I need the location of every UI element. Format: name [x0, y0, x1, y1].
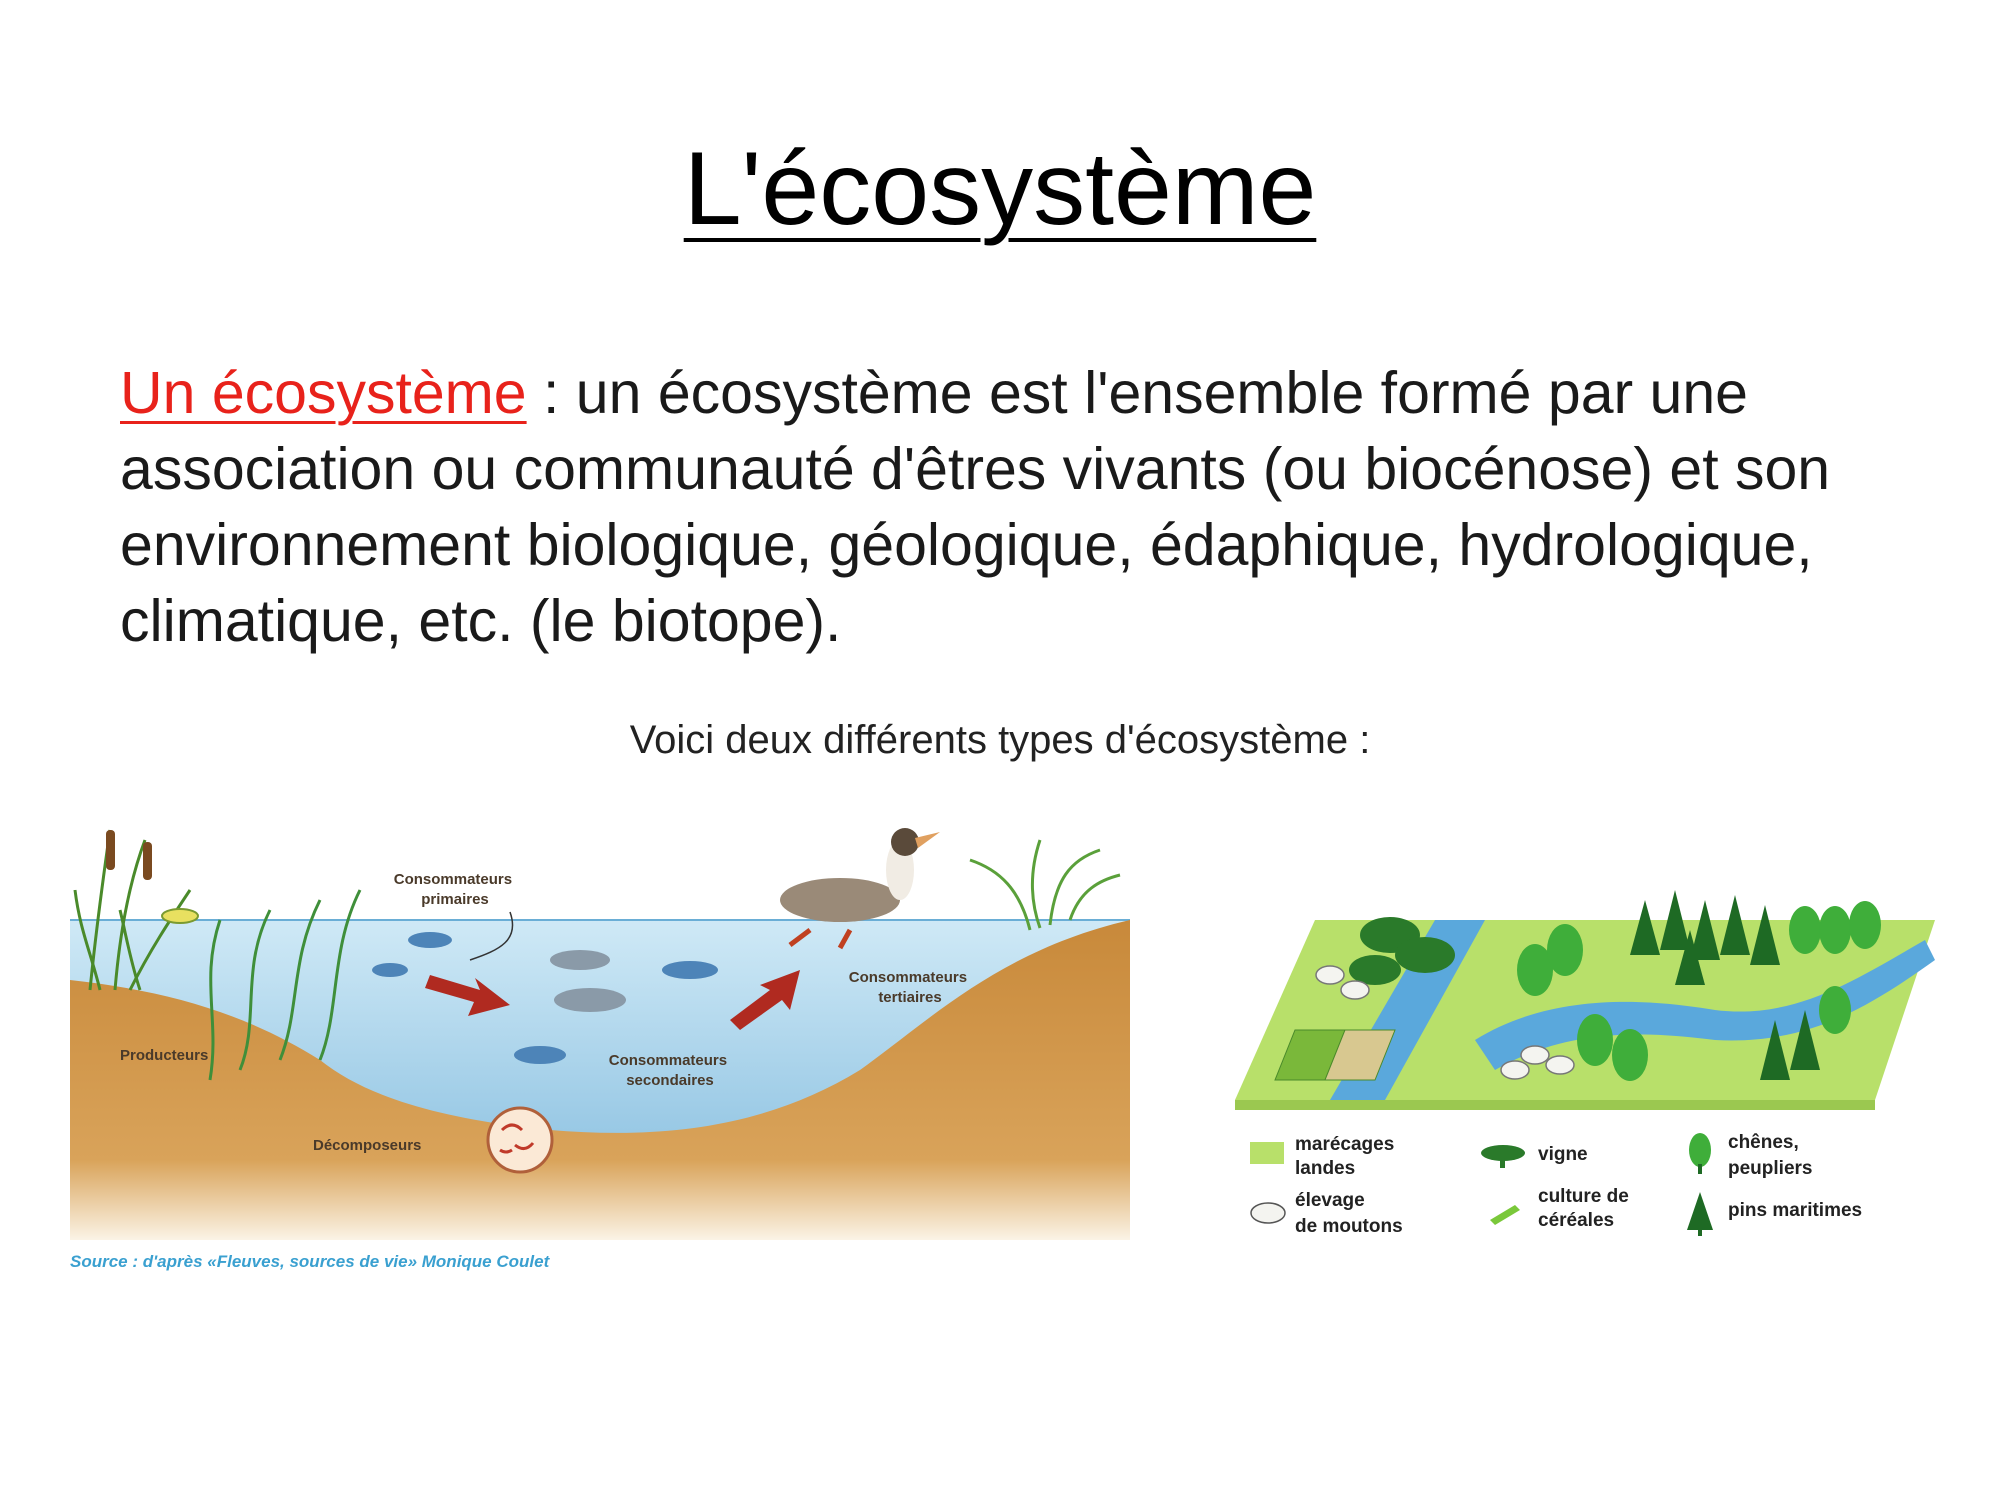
legend-cereal-1: culture de: [1538, 1186, 1629, 1207]
label-primary-2: primaires: [421, 891, 489, 908]
definition-paragraph: [120, 355, 1920, 659]
cereal-fields: [1275, 1030, 1395, 1080]
legend-sheep-1: élevage: [1295, 1190, 1365, 1211]
cereal-icon: [1490, 1205, 1520, 1225]
label-primary-1: Consommateurs: [393, 871, 513, 888]
legend-marsh-1: marécages: [1295, 1134, 1395, 1155]
intro-text: Voici deux différents types d'écosystème :: [629, 718, 1371, 762]
definition-text: un écosystème est l'ensemble formé par une association ou communauté d'êtres vivants (ou biocénose) et son environnement biologique, géologique, édaphique, hydrologique, climatique, etc. (le biotope).: [120, 360, 1831, 654]
definition-term: Un écosystème: [120, 360, 527, 426]
vine-icon: [1481, 1145, 1525, 1168]
figure-source: Source : d'après «Fleuves, sources de vie» Monique Coulet: [70, 1252, 550, 1271]
legend-marsh-2: landes: [1295, 1158, 1356, 1179]
label-secondary-1: Consommateurs: [608, 1052, 728, 1069]
pine-tree-icon: [1687, 1192, 1713, 1236]
label-producers: Producteurs: [120, 1047, 209, 1064]
label-tertiary-2: tertiaires: [878, 989, 942, 1006]
label-secondary-2: secondaires: [626, 1072, 714, 1089]
legend-sheep-2: de moutons: [1295, 1216, 1403, 1237]
definition-separator: :: [526, 360, 576, 426]
oak-tree-icon: [1689, 1133, 1711, 1174]
legend-vine: vigne: [1538, 1144, 1588, 1165]
svg-text:culture decéréales: [1538, 1186, 1629, 1231]
label-decomposers: Décomposeurs: [313, 1137, 422, 1154]
legend-oak-2: peupliers: [1728, 1158, 1813, 1179]
sheep-icon: [1251, 1203, 1285, 1223]
svg-text:chênes,peupliers: [1728, 1132, 1812, 1179]
bank-grass-icon: [970, 840, 1120, 930]
legend-pine: pins maritimes: [1728, 1200, 1863, 1221]
marsh-swatch-icon: [1250, 1142, 1284, 1164]
pond-ecosystem-figure: [70, 820, 1130, 1240]
legend-oak-1: chênes,: [1728, 1132, 1799, 1153]
label-tertiary-1: Consommateurs: [848, 969, 968, 986]
landscape-legend: [1250, 1132, 1862, 1237]
svg-text:marécageslandes: [1295, 1134, 1394, 1179]
page-title: L'écosystème: [683, 131, 1317, 247]
svg-text:Consommateurs primaires: [394, 871, 517, 908]
landscape-ecosystem-figure: [1235, 880, 1945, 1240]
svg-text:élevagede moutons: [1295, 1190, 1403, 1237]
legend-cereal-2: céréales: [1538, 1210, 1615, 1231]
decomposers-circle: [488, 1108, 552, 1172]
